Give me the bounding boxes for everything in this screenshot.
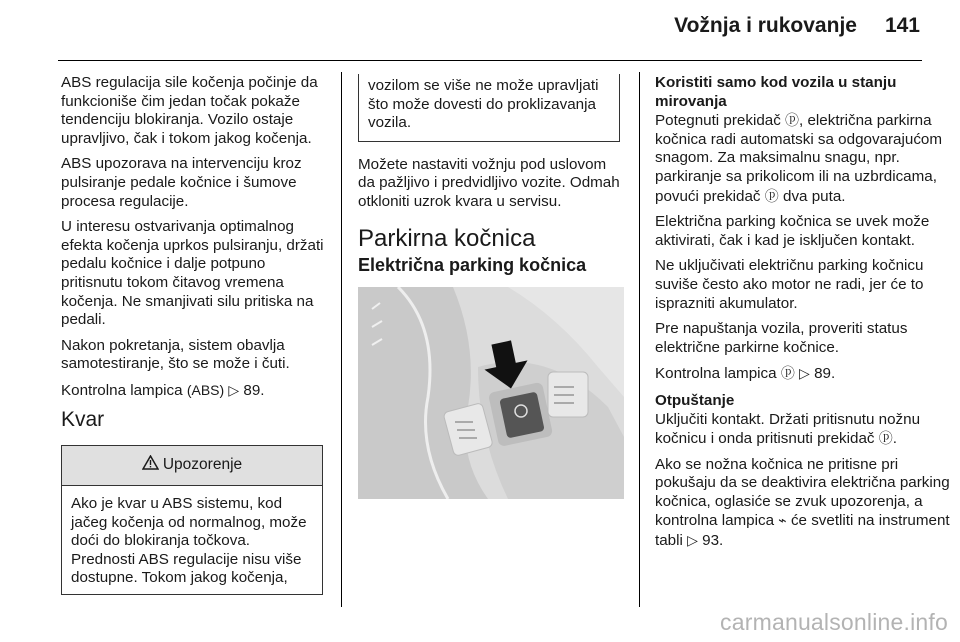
- column-divider-1: [341, 72, 342, 607]
- usage-title: Koristiti samo kod vozila u stanju mirovanja: [655, 74, 897, 110]
- always-activate-paragraph: Električna parking kočnica se uvek može aktivirati, čak i kad je isključen kontakt.: [655, 213, 930, 249]
- page-number: 141: [884, 14, 920, 37]
- page-header: [674, 14, 920, 38]
- watermark: carmanualsonline.info: [720, 609, 948, 635]
- apply-paragraph: Potegnuti prekidač ⓟ, električna parkirna kočnica radi automatski sa odgovarajućom snagom. Za maksimalnu snagu, npr. parkiranje sa prikolicom ili na uzbrdicama, povući prekidač ⓟ dva puta.: [655, 112, 943, 205]
- section-heading-kvar: Kvar: [61, 407, 105, 431]
- abs-paragraph-4: Nakon pokretanja, sistem obavlja samotestiranje, što se može i čuti.: [61, 336, 290, 373]
- release-paragraph: Uključiti kontakt. Držati pritisnutu nožnu kočnicu i onda pritisnuti prekidač ⓟ.: [655, 410, 921, 448]
- page-ref-arrow-icon: ▷: [228, 381, 240, 398]
- parking-brake-switch-illustration: [358, 287, 624, 499]
- header-title: Vožnja i rukovanje: [674, 14, 857, 37]
- column-2: [358, 74, 626, 499]
- warning-box: [61, 445, 323, 595]
- column-1: [61, 74, 329, 595]
- warning-body: Ako je kvar u ABS sistemu, kod jačeg kočenja od normalnog, može doći do blokiranja točkova. Prednosti ABS regulacije nisu više dostupne. Tokom jakog kočenja,: [71, 495, 307, 587]
- abs-paragraph-2: ABS upozorava na intervenciju kroz pulsiranje pedale kočnice i šumove procesa regulacije.: [61, 155, 302, 210]
- parking-brake-icon: ⓟ: [764, 187, 779, 204]
- abs-paragraph-3: U interesu ostvarivanja optimalnog efekta kočenja uprkos pulsiranju, držati pedalu kočnice i dalje potpuno pritisnutu tokom čitavog vremena kočenja. Ne smanjivati silu pritiska na pedali.: [61, 218, 324, 329]
- subheading-electric-parking-brake: Električna parking kočnica: [358, 255, 587, 276]
- lamp-ref-text: Kontrolna lampica: [61, 381, 183, 399]
- page-ref-arrow-icon: ▷: [687, 532, 698, 549]
- warning-header: [62, 446, 322, 486]
- parking-brake-icon: ⓟ: [878, 430, 893, 447]
- warning-sound-paragraph: Ako se nožna kočnica ne pritisne pri pokušaju da se deaktivira električna parking kočnica, oglasiće se zvuk upozorenja, a kontrolna lampica ⌁ će svetliti na instrument tabli ▷ 93.: [655, 455, 950, 550]
- fault-paragraph: Možete nastaviti vožnju pod uslovom da pažljivo i predvidljivo vozite. Odmah otkloniti uzrok kvara u servisu.: [358, 155, 620, 210]
- warning-box-continued: vozilom se više ne može upravljati što može dovesti do proklizavanja vozila.: [358, 74, 620, 142]
- abs-paragraph-1: ABS regulacija sile kočenja počinje da funkcioniše čim jedan točak pokaže tendenciju blokiranja. Vozilo ostaje upravljivo, čak i tokom jakog kočenja.: [61, 74, 318, 147]
- lamp-ref-page: 89.: [243, 381, 265, 399]
- abs-lamp-ref: [61, 381, 329, 401]
- parking-brake-icon: ⓟ: [785, 112, 800, 129]
- battery-paragraph: Ne uključivati električnu parking kočnicu suviše često ako motor ne radi, jer će to isprazniti akumulator.: [655, 257, 924, 312]
- brake-lamp-ref: Kontrolna lampica ⓟ ▷ 89.: [655, 365, 836, 383]
- warning-title: Upozorenje: [162, 456, 243, 474]
- header-rule: [58, 60, 922, 61]
- parking-brake-light-icon: ⓟ: [780, 365, 795, 382]
- column-3: [655, 74, 953, 558]
- warning-triangle-icon: [142, 455, 159, 476]
- release-title: Otpuštanje: [655, 391, 735, 409]
- section-heading-parking-brake: Parkirna kočnica: [358, 224, 536, 252]
- check-status-paragraph: Pre napuštanja vozila, proveriti status električne parkirne kočnice.: [655, 320, 908, 356]
- abs-warning-light-icon: (ABS): [186, 381, 225, 398]
- column-divider-2: [639, 72, 640, 607]
- brake-pedal-warning-icon: ⌁: [778, 512, 787, 529]
- page-ref-arrow-icon: ▷: [799, 365, 810, 382]
